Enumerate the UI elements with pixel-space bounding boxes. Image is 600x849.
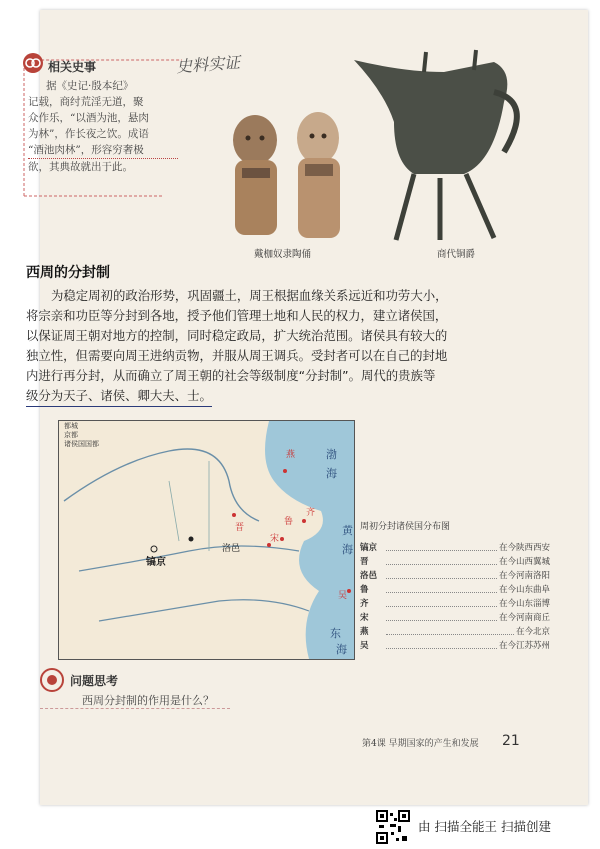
list-item [360, 555, 550, 569]
history-icon [22, 52, 44, 74]
vessel-caption: 商代铜爵 [437, 249, 476, 260]
sidebar-line: 为林”，作长夜之饮。成语 [28, 128, 149, 140]
sidebar-line: “酒池肉林”，形容穷奢极 [28, 142, 178, 159]
list-item [360, 583, 550, 597]
map-label-qi: 齐 [306, 508, 316, 518]
figures-caption: 戴枷奴隶陶俑 [254, 249, 312, 260]
slave-pottery-figures-image [220, 100, 360, 245]
state-name: 燕 [360, 627, 369, 637]
qr-code-icon [376, 810, 410, 844]
map-label-huang: 黄 [342, 524, 353, 537]
sidebar-line: 记载，商纣荒淫无道，聚 [28, 96, 144, 108]
state-name: 吴 [360, 641, 369, 651]
legend-capital: 都城 [64, 422, 78, 430]
list-item [360, 597, 550, 611]
sidebar-line: 欲，其典故就出于此。 [28, 161, 133, 173]
paragraph-line: 为稳定周初的政治形势，巩固疆土，周王根据血缘关系远近和功劳大小， [51, 288, 448, 303]
map-label-lu: 鲁 [284, 517, 294, 527]
paragraph-line: 级分为天子、诸侯、卿大夫、士。 [26, 386, 212, 407]
zhou-fief-map [58, 420, 355, 660]
map-legend [64, 422, 99, 449]
map-label-bo: 渤 [326, 448, 337, 461]
state-name: 洛邑 [360, 571, 378, 581]
map-label-dong: 东 [330, 627, 341, 640]
state-location: 在今河南洛阳 [498, 571, 550, 581]
list-item [360, 541, 550, 555]
paragraph-line: 以保证周王朝对地方的控制，同时稳定政局，扩大统治范围。诸侯具有较大的 [26, 328, 448, 343]
sidebar-line: 据《史记·殷本纪》 [46, 80, 134, 92]
map-label-hai-2: 海 [342, 543, 353, 556]
state-location: 在今山东淄博 [498, 599, 550, 609]
legend-jingdu: 京都 [64, 431, 78, 439]
map-label-yan: 燕 [286, 450, 296, 460]
list-item [360, 639, 550, 653]
state-location: 在今山东曲阜 [498, 585, 550, 595]
thinking-question: 西周分封制的作用是什么？ [82, 694, 214, 707]
scan-credit: 由 扫描全能王 扫描创建 [418, 819, 551, 834]
legend-vassal: 诸侯国国都 [64, 440, 99, 448]
state-location: 在今陕西西安 [498, 543, 550, 553]
question-icon [40, 668, 64, 692]
state-name: 晋 [360, 557, 369, 567]
state-name: 鲁 [360, 585, 369, 595]
map-label-haojing: 镐京 [146, 557, 166, 568]
map-graphic [59, 421, 354, 659]
state-location: 在今北京 [515, 627, 550, 637]
paragraph-line: 内进行再分封，从而确立了周王朝的社会等级制度“分封制”。周代的贵族等 [26, 368, 436, 383]
fief-distribution-list [360, 541, 550, 653]
state-location: 在今河南商丘 [498, 613, 550, 623]
section-paragraph [26, 286, 521, 407]
list-item [360, 625, 550, 639]
map-label-song: 宋 [270, 534, 280, 544]
sidebar-text [28, 78, 178, 175]
paragraph-line: 独立性，但需要向周王进纳贡物，并服从周王调兵。受封者可以在自己的封地 [26, 348, 448, 363]
state-name: 宋 [360, 613, 369, 623]
map-label-jin: 晋 [235, 523, 245, 533]
thinking-title: 问题思考 [70, 674, 119, 688]
section-title: 西周的分封制 [26, 265, 110, 281]
map-side-title: 周初分封诸侯国分布图 [360, 522, 451, 532]
sidebar-line: 众作乐，“以酒为池，悬肉 [28, 112, 149, 124]
list-item [360, 569, 550, 583]
state-name: 齐 [360, 599, 369, 609]
paragraph-line: 将宗亲和功臣等分封到各地，授予他们管理土地和人民的权力，建立诸侯国， [26, 308, 448, 323]
map-label-wu: 吴 [338, 591, 348, 601]
map-label-hai-3: 海 [336, 643, 347, 656]
state-name: 镐京 [360, 543, 378, 553]
state-location: 在今江苏苏州 [498, 641, 550, 651]
map-label-luoyi: 洛邑 [222, 544, 241, 554]
divider [40, 708, 230, 709]
map-label-hai-1: 海 [326, 467, 337, 480]
list-item [360, 611, 550, 625]
state-location: 在今山西翼城 [498, 557, 550, 567]
handwritten-note: 史料实证 [175, 52, 241, 77]
bronze-jue-vessel-image [344, 42, 544, 242]
page-number: 21 [502, 733, 520, 749]
sidebar-heading: 相关史事 [48, 60, 97, 74]
chapter-footer: 第4课 早期国家的产生和发展 [362, 739, 479, 749]
